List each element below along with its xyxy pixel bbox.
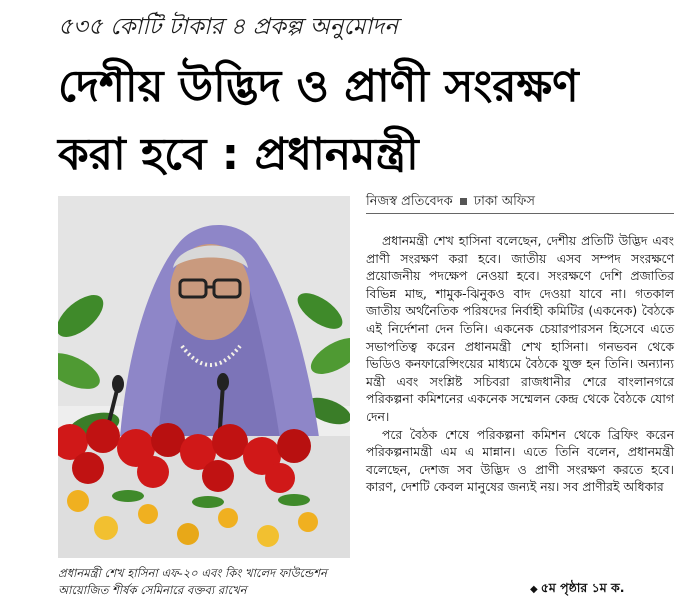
article-photo [58,196,350,558]
headline-line-1: দেশীয় উদ্ভিদ ও প্রাণী সংরক্ষণ [58,61,579,112]
byline [366,192,535,213]
paragraph-2: পরে বৈঠক শেষে পরিকল্পনা কমিশন থেকে ব্রিফিং করেন পরিকল্পনামন্ত্রী এম এ মান্নান। এতে তিনি বলেন, প্রধানমন্ত্রী বলেছেন, দেশজ সব উদ্ভিদ ও প্রাণী সংরক্ষণ করতে হবে। কারণ, দেশটি কেবল মানুষের জন্যই নয়। সব প্রাণীরই অধিকার [366,426,674,495]
microphone-left-head [112,375,124,393]
continuation-text: ৫ম পৃষ্ঠার ১ম ক. [540,580,625,595]
paragraph-1: প্রধানমন্ত্রী শেখ হাসিনা বলেছেন, দেশীয় প্রতিটি উদ্ভিদ এবং প্রাণী সংরক্ষণ করা হবে। জাতীয় এসব সম্পদ সংরক্ষণে প্রয়োজনীয় পদক্ষেপ নেওয়া হবে। সংরক্ষণে দেশি প্রজাতির বিভিন্ন মাছ, শামুক-ঝিনুকও বাদ দেওয়া যাবে না। গতকাল জাতীয় অর্থনৈতিক পরিষদের নির্বাহী কমিটির (একনেক) বৈঠকে এই নির্দেশনা দেন তিনি। একনেক চেয়ারপারসন হিসেবে এতে সভাপতিত্ব করেন প্রধানমন্ত্রী শেখ হাসিনা। গনভবন থেকে ভিডিও কনফারেন্সিংয়ের মাধ্যমে বৈঠকে যুক্ত হন তিনি। অন্যান্য মন্ত্রী এবং সংশ্লিষ্ট সচিবরা রাজধানীর শেরে বাংলানগরে পরিকল্পনা কমিশনের একনেক সম্মেলন কেন্দ্র থেকে বৈঠকে যোগ দেন। [366,233,674,424]
pointer-icon: ◆ [530,584,538,595]
continuation-note[interactable] [530,580,625,600]
microphone-right-head [217,373,229,391]
article-kicker: ৫৩৫ কোটি টাকার ৪ প্রকল্প অনুমোদন [58,14,398,40]
article-body [366,232,674,496]
byline-reporter: নিজস্ব প্রতিবেদক [366,194,453,209]
byline-office: ঢাকা অফিস [473,194,535,209]
photo-caption: প্রধানমন্ত্রী শেখ হাসিনা এফ-২০ এবং কিং খালেদ ফাউন্ডেশন আয়োজিত শীর্ষক সেমিনারে বক্তব্য রাখেন [58,566,327,597]
headline-line-2: করা হবে : প্রধানমন্ত্রী [58,129,419,180]
photo-illustration [58,196,350,558]
byline-divider [366,213,674,214]
square-bullet-icon [460,198,467,205]
